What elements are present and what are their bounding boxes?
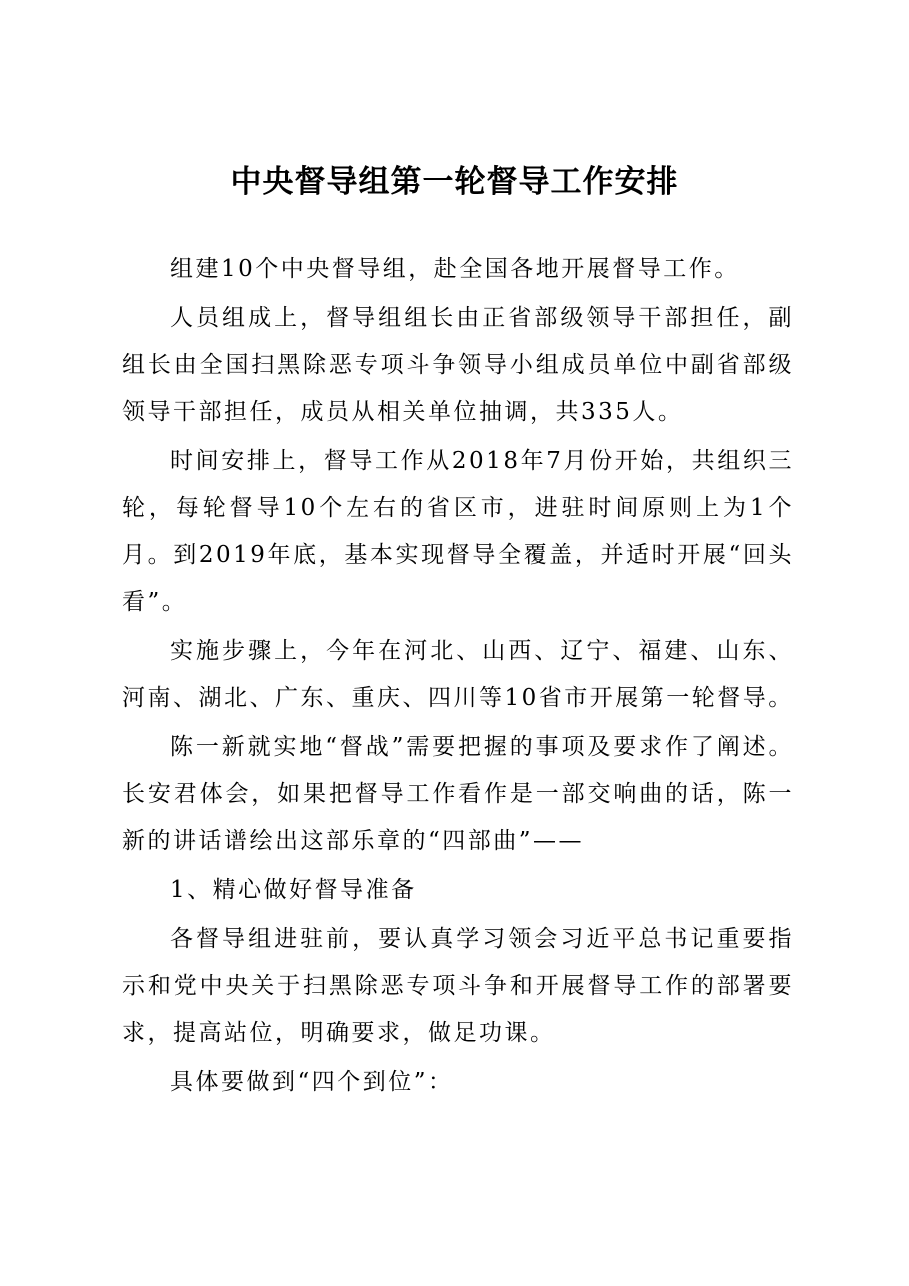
paragraph: 具体要做到“四个到位”： <box>170 1069 454 1095</box>
paragraph: 实施步骤上，今年在河北、山西、辽宁、福建、山东、河南、湖北、广东、重庆、四川等10省市开展第一轮督导。 <box>122 638 794 711</box>
paragraph: 时间安排上，督导工作从2018年7月份开始，共组织三轮，每轮督导10个左右的省区市，进驻时间原则上为1个月。到2019年底，基本实现督导全覆盖，并适时开展“回头看”。 <box>122 448 794 615</box>
paragraph: 组建10个中央督导组，赴全国各地开展督导工作。 <box>170 256 740 282</box>
document-title: 中央督导组第一轮督导工作安排 <box>230 164 679 200</box>
paragraph: 陈一新就实地“督战”需要把握的事项及要求作了阐述。长安君体会，如果把督导工作看作是一部交响曲的话，陈一新的讲话谱绘出这部乐章的“四部曲”—— <box>122 734 794 854</box>
section-heading: 1、精心做好督导准备 <box>170 877 417 903</box>
document-body <box>122 246 794 1108</box>
paragraph: 各督导组进驻前，要认真学习领会习近平总书记重要指示和党中央关于扫黑除恶专项斗争和开展督导工作的部署要求，提高站位，明确要求，做足功课。 <box>122 926 794 1046</box>
paragraph: 人员组成上，督导组组长由正省部级领导干部担任，副组长由全国扫黑除恶专项斗争领导小组成员单位中副省部级领导干部担任，成员从相关单位抽调，共335人。 <box>122 305 794 425</box>
